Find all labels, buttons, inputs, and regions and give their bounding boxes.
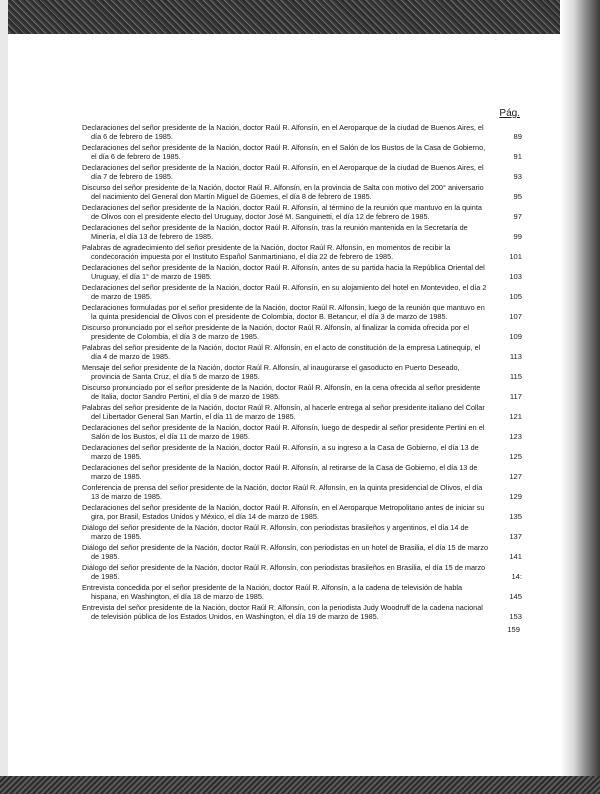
toc-entry-title: Declaraciones del señor presidente de la Nación, doctor Raúl R. Alfonsín, en el Aeroparque de la ciudad de Buenos Aires, el día 6 de febrero de 1985. (82, 123, 484, 141)
index-page (82, 108, 522, 634)
toc-entry-page: 113 (509, 352, 522, 361)
toc-entry-page: 153 (509, 612, 522, 621)
toc-entry-page: 137 (509, 532, 522, 541)
toc-entry-title: Discurso del señor presidente de la Nación, doctor Raúl R. Alfonsín, en la provincia de Salta con motivo del 200° aniversario del nacimiento del General don Martín Miguel de Güemes, el día 8 de febrero de 1985. (82, 183, 484, 201)
toc-entry (82, 163, 522, 181)
toc-entry (82, 503, 522, 521)
toc-entry (82, 403, 522, 421)
toc-entry (82, 343, 522, 361)
toc-entry-title: Declaraciones del señor presidente de la Nación, doctor Raúl R. Alfonsín, luego de despedir al señor presidente Pertini en el Salón de los Bustos, el día 11 de marzo de 1985. (82, 423, 485, 441)
toc-entry-page: 101 (509, 252, 522, 261)
toc-entry (82, 183, 522, 201)
scan-top-edge (0, 0, 600, 34)
toc-entry-title: Declaraciones del señor presidente de la Nación, doctor Raúl R. Alfonsín, en el Aeroparque Metropolitano antes de iniciar su gira, por Brasil, Estados Unidos y México, el día 14 de marzo de 1985. (82, 503, 485, 521)
toc-entry-page: 121 (509, 412, 522, 421)
toc-entry (82, 363, 522, 381)
toc-entry-page: 93 (513, 172, 522, 181)
toc-entry (82, 223, 522, 241)
toc-entry-page: 95 (513, 192, 522, 201)
toc-entry (82, 523, 522, 541)
toc-entry-page: 91 (513, 152, 522, 161)
toc-entry-title: Declaraciones del señor presidente de la Nación, doctor Raúl R. Alfonsín, en su alojamiento del hotel en Montevideo, el día 2 de marzo de 1985. (82, 283, 487, 301)
final-page-number: 159 (507, 625, 520, 634)
toc-entry-page: 123 (509, 432, 522, 441)
toc-entry (82, 603, 522, 621)
toc-entry-page: 115 (509, 372, 522, 381)
toc-entry-page: 129 (509, 492, 522, 501)
toc-entry (82, 563, 522, 581)
toc-entry-page: 105 (509, 292, 522, 301)
toc-entry-page: 107 (509, 312, 522, 321)
toc-entry-page: 135 (509, 512, 522, 521)
toc-entry-title: Conferencia de prensa del señor presidente de la Nación, doctor Raúl R. Alfonsín, en la quinta presidencial de Olivos, el día 13 de marzo de 1985. (82, 483, 483, 501)
toc-entry-title: Declaraciones del señor presidente de la Nación, doctor Raúl R. Alfonsín, al término de la reunión que mantuvo en la quinta de Olivos con el presidente electo del Uruguay, doctor José M. Sanguinetti, el día 12 de febrero de 1985. (82, 203, 482, 221)
toc-entry-page: 89 (513, 132, 522, 141)
toc-entry-title: Declaraciones del señor presidente de la Nación, doctor Raúl R. Alfonsín, en el Aeroparque de la ciudad de Buenos Aires, el día 7 de febrero de 1985. (82, 163, 484, 181)
toc-entry (82, 543, 522, 561)
page-column-header: Pág. (499, 108, 520, 119)
toc-entry-title: Declaraciones del señor presidente de la Nación, doctor Raúl R. Alfonsín, al retirarse de la Casa de Gobierno, el día 13 de marzo de 1985. (82, 463, 478, 481)
scan-bottom-edge (0, 776, 600, 794)
scan-right-edge (560, 0, 600, 794)
toc-entry-page: 97 (513, 212, 522, 221)
toc-entry-title: Declaraciones del señor presidente de la Nación, doctor Raúl R. Alfonsín, tras la reunión mantenida en la Secretaría de Minería, el día 13 de febrero de 1985. (82, 223, 468, 241)
toc-entry-page: 14: (511, 572, 522, 581)
toc-entry (82, 143, 522, 161)
toc-entry-title: Entrevista del señor presidente de la Nación, doctor Raúl R. Alfonsín, con la periodista Judy Woodruff de la cadena nacional de televisión pública de los Estados Unidos, en Washington, el día 19 de marzo de 1985. (82, 603, 483, 621)
toc-entry-title: Discurso pronunciado por el señor presidente de la Nación, doctor Raúl R. Alfonsín, al finalizar la comida ofrecida por el presidente de Colombia, el día 3 de marzo de 1985. (82, 323, 469, 341)
toc-entry-title: Palabras del señor presidente de la Nación, doctor Raúl R. Alfonsín, en el acto de constitución de la empresa Latinequip, el día 4 de marzo de 1985. (82, 343, 481, 361)
toc-entry (82, 583, 522, 601)
toc-entry-page: 99 (513, 232, 522, 241)
toc-entry-page: 117 (509, 392, 522, 401)
toc-entry (82, 383, 522, 401)
toc-entry-title: Declaraciones del señor presidente de la Nación, doctor Raúl R. Alfonsín, a su ingreso a la Casa de Gobierno, el día 13 de marzo de 1985. (82, 443, 479, 461)
toc-entry-title: Palabras de agradecimiento del señor presidente de la Nación, doctor Raúl R. Alfonsín, en momentos de recibir la condecoración impuesta por el Instituto Español Sanmartiniano, el día 22 de febrero de 1985. (82, 243, 451, 261)
toc-entry-title: Palabras del señor presidente de la Nación, doctor Raúl R. Alfonsín, al hacerle entrega al señor presidente italiano del Collar del Libertador General San Martín, el día 11 de marzo de 1985. (82, 403, 485, 421)
toc-entry (82, 263, 522, 281)
toc-entry (82, 443, 522, 461)
toc-entry (82, 283, 522, 301)
toc-entry-title: Diálogo del señor presidente de la Nación, doctor Raúl R. Alfonsín, con periodistas brasileños y argentinos, el día 14 de marzo de 1985. (82, 523, 469, 541)
toc-entry-title: Declaraciones del señor presidente de la Nación, doctor Raúl R. Alfonsín, en el Salón de los Bustos de la Casa de Gobierno, el día 6 de febrero de 1985. (82, 143, 486, 161)
toc-entry-title: Mensaje del señor presidente de la Nación, doctor Raúl R. Alfonsín, al inaugurarse el gasoducto en Puerto Deseado, provincia de Santa Cruz, el día 5 de marzo de 1985. (82, 363, 460, 381)
toc-entry (82, 323, 522, 341)
toc-entry-page: 109 (509, 332, 522, 341)
toc-entry (82, 123, 522, 141)
toc-entry (82, 463, 522, 481)
toc-entry-title: Declaraciones formuladas por el señor presidente de la Nación, doctor Raúl R. Alfonsín, luego de la reunión que mantuvo en la quinta presidencial de Olivos con el presidente de Colombia, doctor B. Betancur, el día 3 de marzo de 1985. (82, 303, 485, 321)
toc-entry-page: 127 (509, 472, 522, 481)
toc-entry-page: 141 (509, 552, 522, 561)
toc-entry-title: Diálogo del señor presidente de la Nación, doctor Raúl R. Alfonsín, con periodistas en un hotel de Brasilia, el día 15 de marzo de 1985. (82, 543, 489, 561)
toc-entry-title: Declaraciones del señor presidente de la Nación, doctor Raúl R. Alfonsín, antes de su partida hacia la República Oriental del Uruguay, el día 1° de marzo de 1985. (82, 263, 485, 281)
table-of-contents (82, 123, 522, 621)
toc-entry-page: 103 (509, 272, 522, 281)
toc-entry-title: Entrevista concedida por el señor presidente de la Nación, doctor Raúl R. Alfonsín, a la cadena de televisión de habla hispana, en Washington, el día 18 de marzo de 1985. (82, 583, 463, 601)
toc-entry-page: 145 (509, 592, 522, 601)
toc-entry (82, 423, 522, 441)
toc-entry-page: 125 (509, 452, 522, 461)
toc-entry (82, 303, 522, 321)
toc-entry-title: Discurso pronunciado por el señor presidente de la Nación, doctor Raúl R. Alfonsín, en la cena ofrecida al señor presidente de Italia, doctor Sandro Pertini, el día 9 de marzo de 1985. (82, 383, 481, 401)
toc-entry-title: Diálogo del señor presidente de la Nación, doctor Raúl R. Alfonsín, con periodistas brasileños en Brasilia, el día 15 de marzo de 1985. (82, 563, 486, 581)
toc-entry (82, 203, 522, 221)
toc-entry (82, 243, 522, 261)
toc-entry (82, 483, 522, 501)
scan-left-edge (0, 0, 8, 794)
